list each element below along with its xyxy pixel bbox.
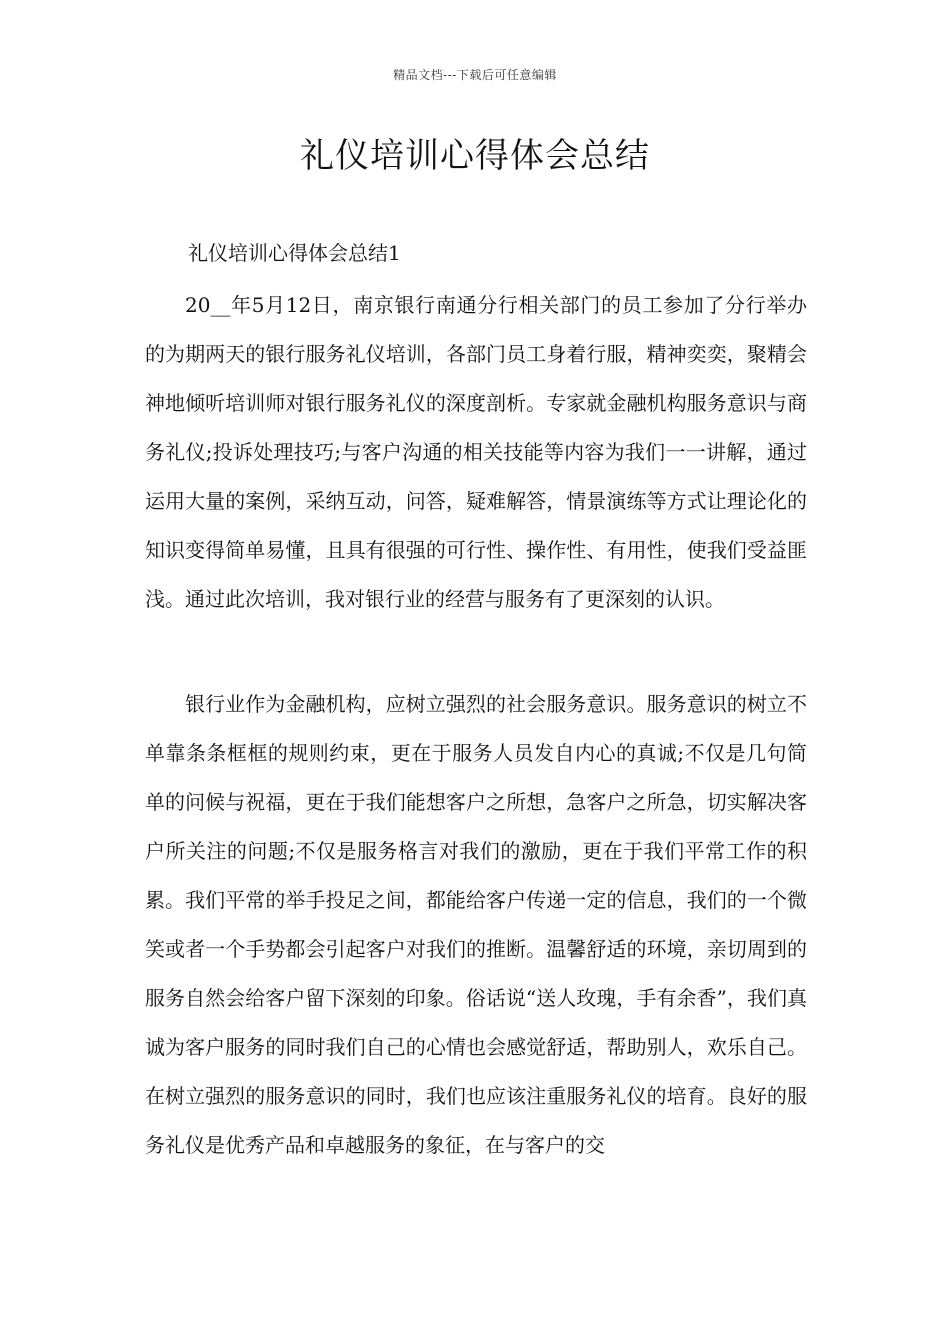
- section-subheading: 礼仪培训心得体会总结1: [188, 241, 401, 265]
- body-paragraph: 银行业作为金融机构，应树立强烈的社会服务意识。服务意识的树立不单靠条条框框的规则约束，更在于服务人员发自内心的真诚;不仅是几句简单的问候与祝福，更在于我们能想客户之所想，急客户之所急，切实解决客户所关注的问题;不仅是服务格言对我们的激励，更在于我们平常工作的积累。我们平常的举手投足之间，都能给客户传递一定的信息，我们的一个微笑或者一个手势都会引起客户对我们的推断。温馨舒适的环境，亲切周到的服务自然会给客户留下深刻的印象。俗话说“送人玫瑰，手有余香”，我们真诚为客户服务的同时我们自己的心情也会感觉舒适，帮助别人，欢乐自己。在树立强烈的服务意识的同时，我们也应该注重服务礼仪的培育。良好的服务礼仪是优秀产品和卓越服务的象征，在与客户的交: [145, 692, 807, 1157]
- document-title: 礼仪培训心得体会总结: [300, 136, 650, 176]
- header-note: 精品文档---下载后可任意编辑: [393, 68, 557, 82]
- body-paragraph: 20__年5月12日，南京银行南通分行相关部门的员工参加了分行举办的为期两天的银行服务礼仪培训，各部门员工身着行服，精神奕奕，聚精会神地倾听培训师对银行服务礼仪的深度剖析。专家就金融机构服务意识与商务礼仪;投诉处理技巧;与客户沟通的相关技能等内容为我们一一讲解，通过运用大量的案例，采纳互动，问答，疑难解答，情景演练等方式让理论化的知识变得简单易懂，且具有很强的可行性、操作性、有用性，使我们受益匪浅。通过此次培训，我对银行业的经营与服务有了更深刻的认识。: [145, 293, 807, 611]
